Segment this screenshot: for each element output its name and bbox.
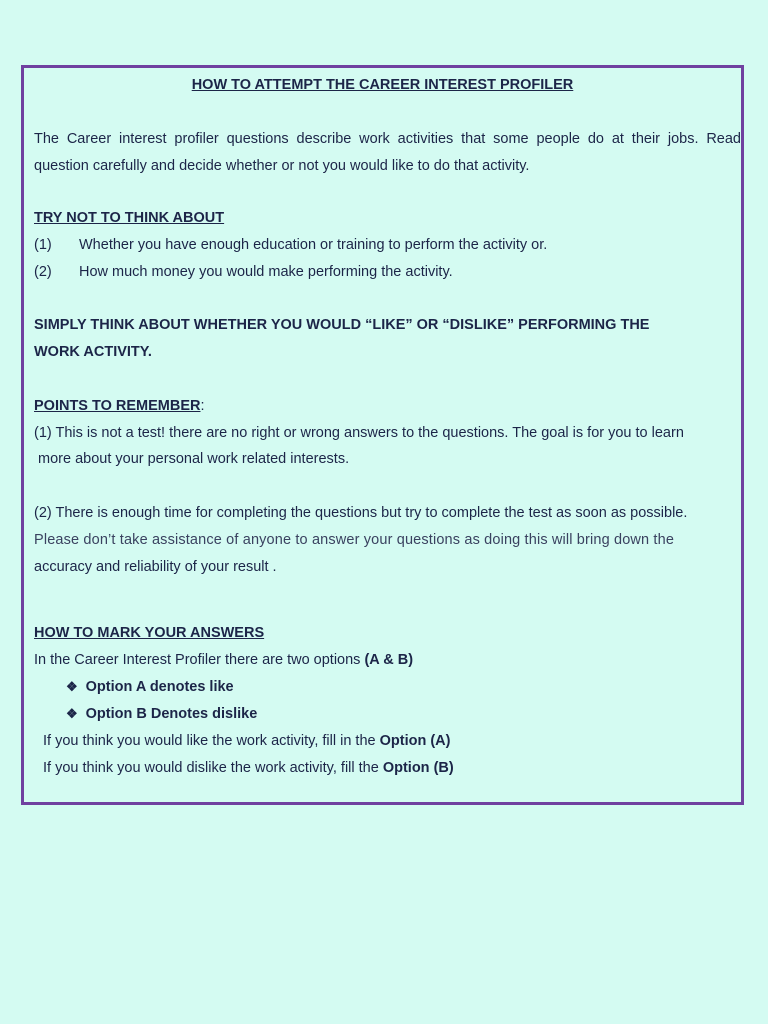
options-line xyxy=(34,651,413,669)
try-not-num-2: (2) xyxy=(34,264,52,280)
dislike-bold: Option (B) xyxy=(382,760,454,776)
try-not-item-2: How much money you would make performing the activity. xyxy=(79,264,453,280)
point-2-line-1: (2) There is enough time for completing the questions but try to complete the test as soon as possible. xyxy=(34,505,688,521)
like-line xyxy=(43,732,450,750)
options-bold: (A & B) xyxy=(364,652,414,668)
point-2-line-2: Please don’t take assistance of anyone to answer your questions as doing this will bring down the xyxy=(34,532,675,548)
like-bold: Option (A) xyxy=(379,733,451,749)
point-1-line-2: more about your personal work related interests. xyxy=(38,451,350,467)
point-2-line-3: accuracy and reliability of your result . xyxy=(34,559,277,575)
dislike-line xyxy=(43,759,454,777)
bullet-option-b xyxy=(66,705,257,723)
try-not-heading: TRY NOT TO THINK ABOUT xyxy=(34,210,225,226)
page-title: HOW TO ATTEMPT THE CAREER INTEREST PROFILER xyxy=(191,77,574,93)
mark-heading: HOW TO MARK YOUR ANSWERS xyxy=(34,625,265,641)
points-heading-colon: : xyxy=(200,398,205,414)
points-heading-text: POINTS TO REMEMBER xyxy=(34,398,201,414)
try-not-item-1: Whether you have enough education or training to perform the activity or. xyxy=(79,237,548,253)
dislike-text: If you think you would dislike the work activity, fill the xyxy=(43,760,383,776)
bullet-option-b-text: Option B Denotes dislike xyxy=(85,706,258,722)
intro-line-1: The Career interest profiler questions describe work activities that some people do at their jobs. Read xyxy=(34,131,741,147)
diamond-bullet-icon: ❖ xyxy=(66,679,78,694)
like-text: If you think you would like the work activity, fill in the xyxy=(43,733,380,749)
intro-line-2: question carefully and decide whether or not you would like to do that activity. xyxy=(34,158,530,174)
bullet-option-a-text: Option A denotes like xyxy=(85,679,234,695)
instructions-box xyxy=(21,65,744,805)
bullet-option-a xyxy=(66,678,234,696)
options-text: In the Career Interest Profiler there are two options xyxy=(34,652,365,668)
simply-line-2: WORK ACTIVITY. xyxy=(34,344,152,360)
point-1-line-1: (1) This is not a test! there are no right or wrong answers to the questions. The goal is for you to learn xyxy=(34,425,684,441)
points-heading xyxy=(34,397,205,415)
try-not-num-1: (1) xyxy=(34,237,52,253)
simply-line-1: SIMPLY THINK ABOUT WHETHER YOU WOULD “LIKE” OR “DISLIKE” PERFORMING THE xyxy=(34,317,650,333)
diamond-bullet-icon: ❖ xyxy=(66,706,78,721)
